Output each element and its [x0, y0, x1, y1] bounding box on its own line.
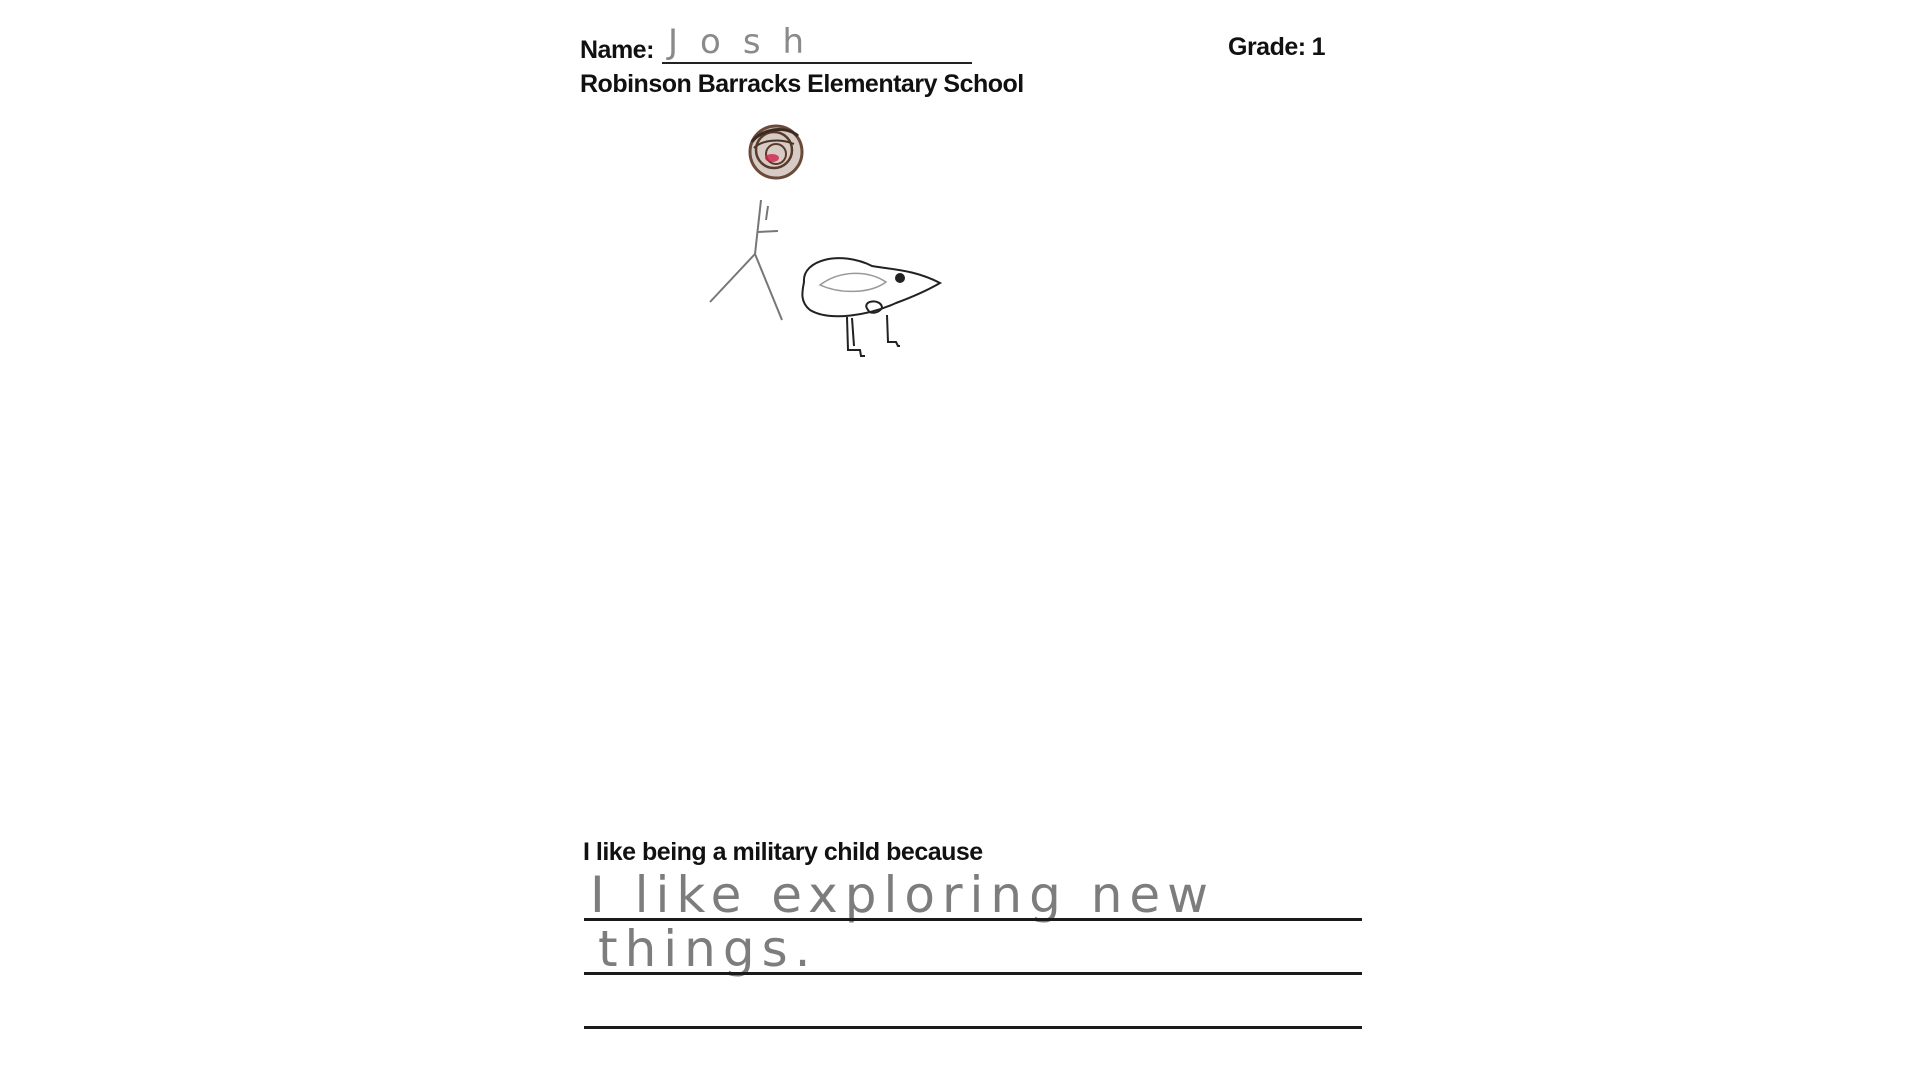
school-name: Robinson Barracks Elementary School: [580, 70, 1024, 98]
name-label: Name:: [580, 36, 654, 64]
name-underline: [662, 62, 972, 64]
child-with-pet-drawing-icon: [690, 110, 990, 390]
student-name: Josh: [668, 22, 827, 62]
writing-line-1: [584, 918, 1362, 921]
handwritten-answer-line-1: I like exploring new: [590, 866, 1216, 924]
stick-figure-body-icon: [710, 200, 782, 320]
grade-field: [1228, 33, 1325, 62]
pet-animal-icon: [802, 258, 940, 356]
stick-figure-head-icon: [750, 126, 802, 178]
grade-label: Grade:: [1228, 33, 1306, 61]
prompt-text: I like being a military child because: [583, 838, 983, 866]
writing-line-2: [584, 972, 1362, 975]
handwritten-answer-line-2: things.: [598, 920, 818, 978]
writing-line-3: [584, 1026, 1362, 1029]
grade-value: 1: [1311, 33, 1325, 61]
